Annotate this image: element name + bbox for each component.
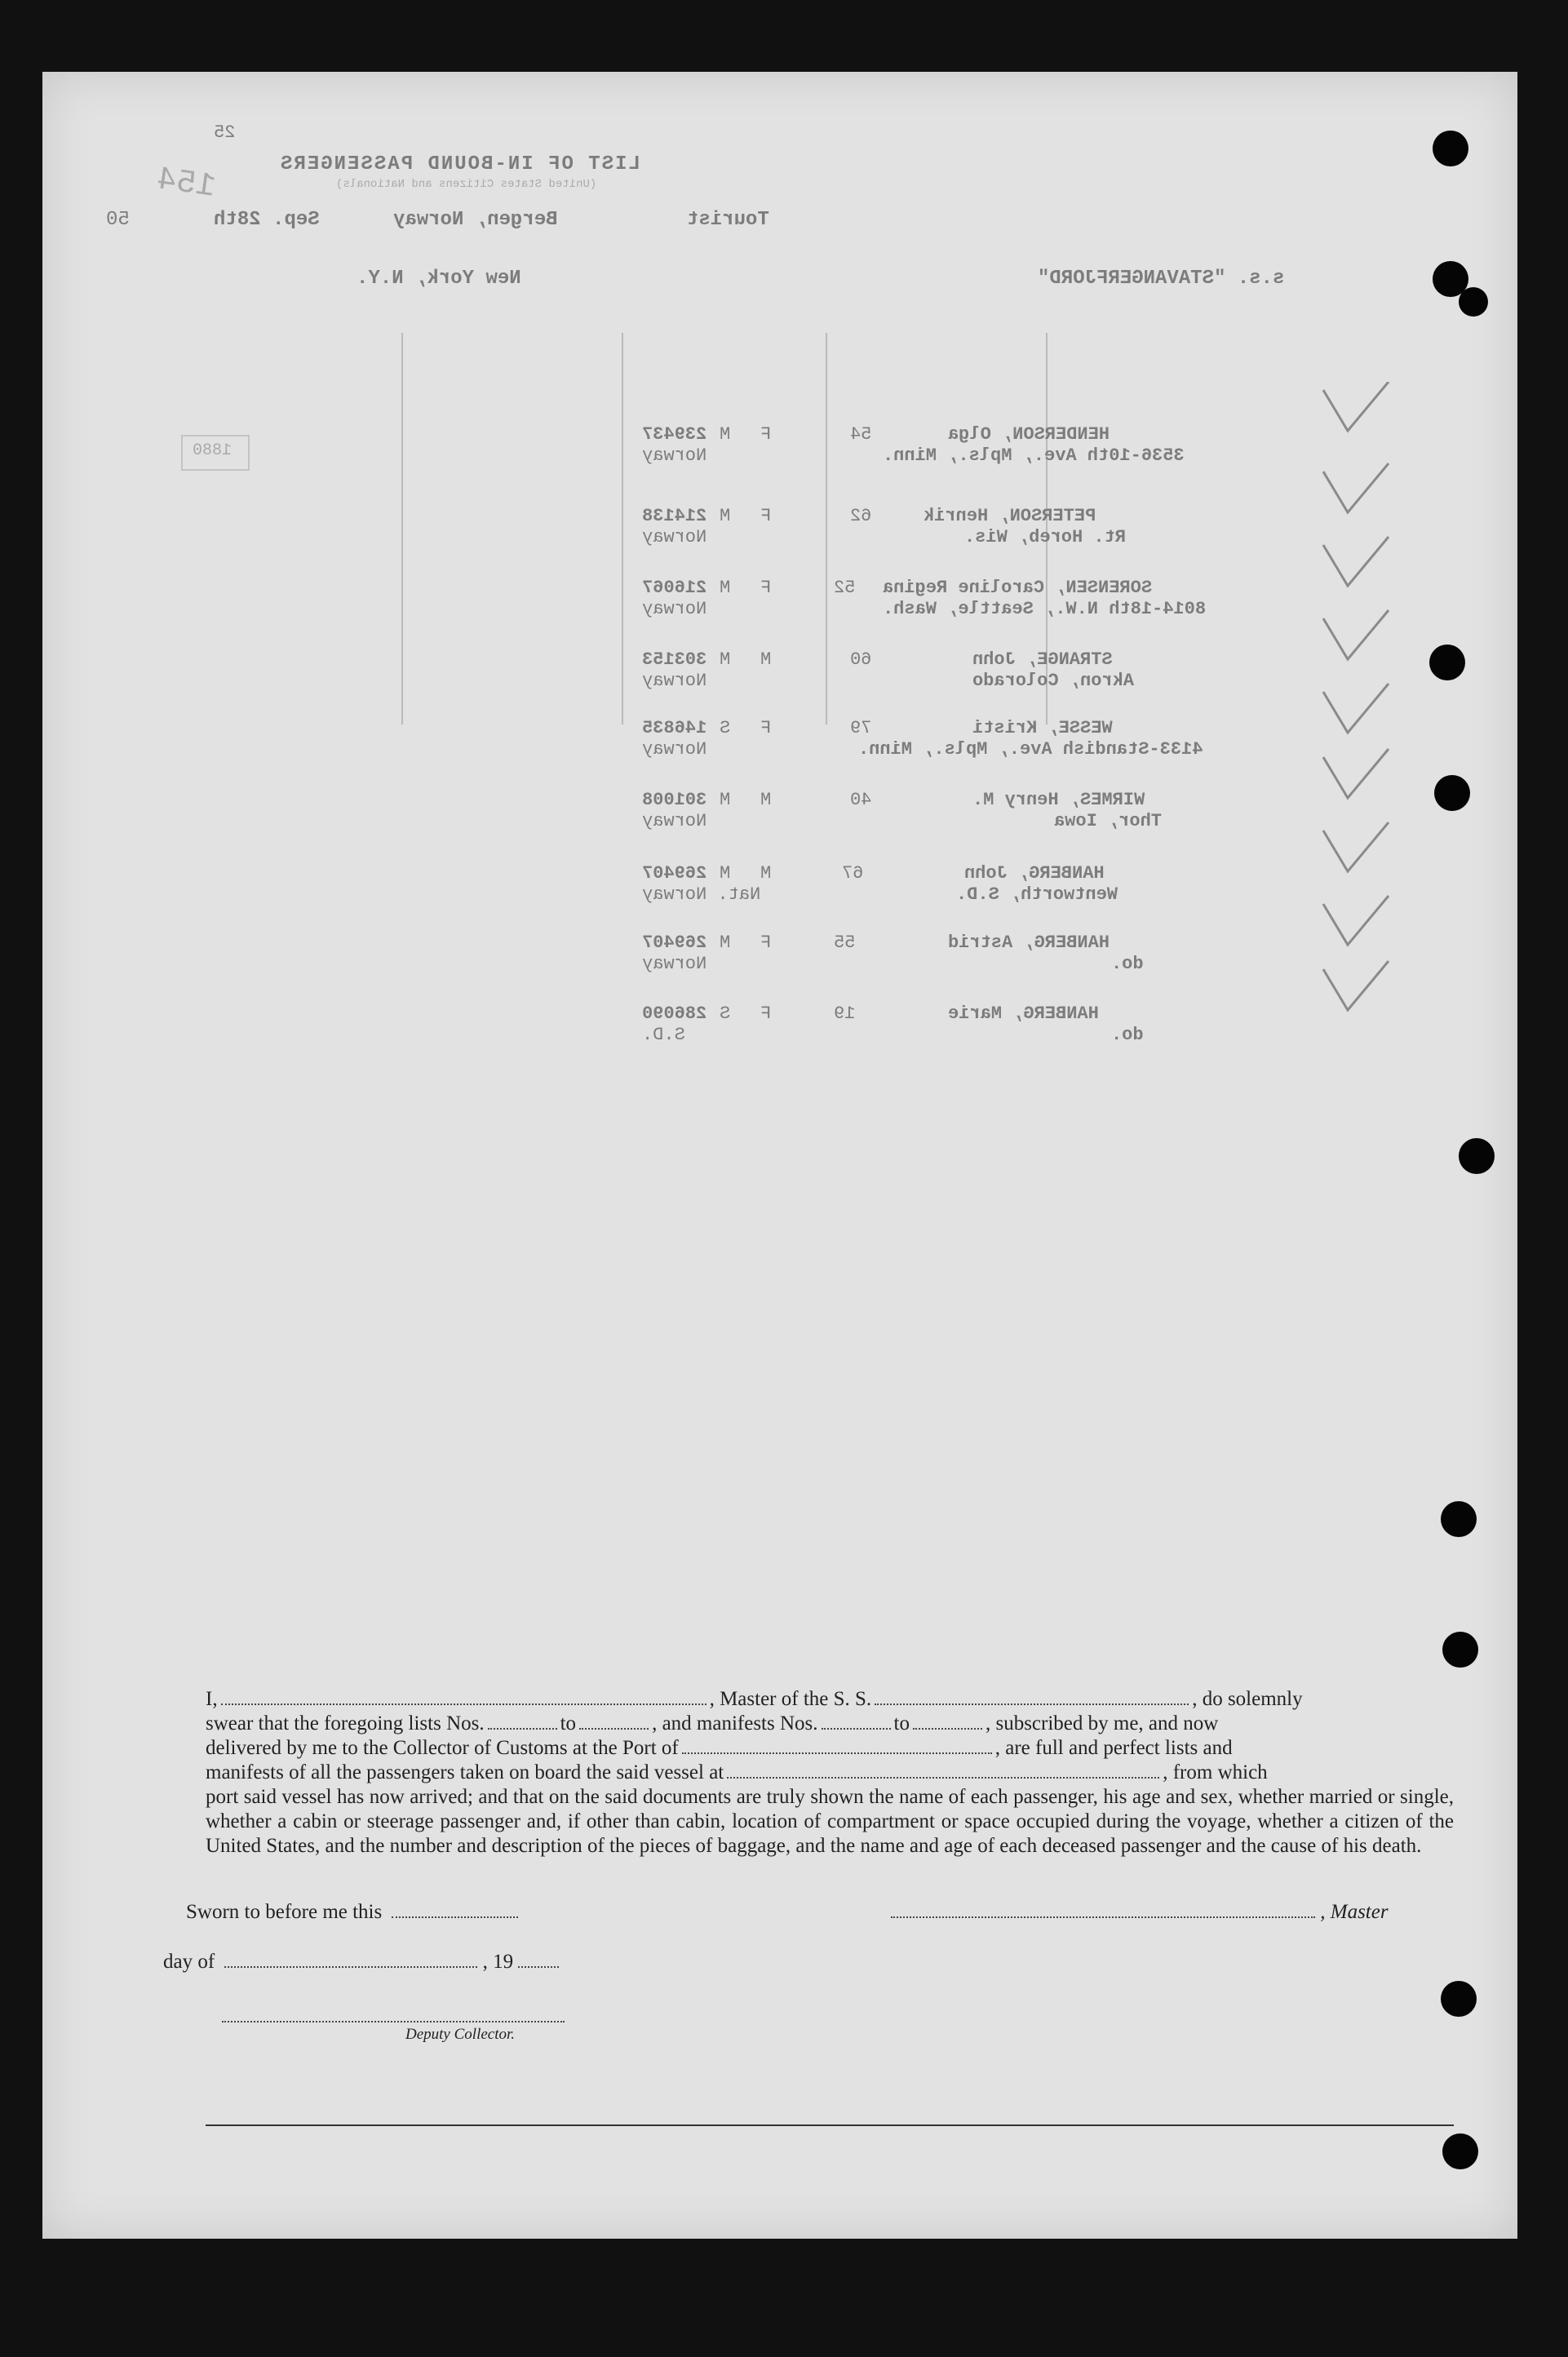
arriving-port: New York, N.Y. [357, 268, 521, 290]
oath-line3-a: delivered by me to the Collector of Customs at the Port of [206, 1737, 679, 1759]
master-signature-line [891, 1901, 1389, 1924]
passenger-age: 52 [834, 578, 856, 598]
punch-hole [1442, 1632, 1478, 1668]
passenger-age: 79 [850, 718, 872, 738]
passenger-age: 67 [842, 863, 864, 884]
list-from-field[interactable] [488, 1728, 557, 1730]
punch-hole [1429, 645, 1465, 680]
year-suffix: 50 [106, 209, 130, 231]
passenger-extra: Norway [642, 671, 707, 691]
passenger-name: WESSE, Kristi [972, 718, 1113, 738]
from-port: Bergen, Norway [393, 209, 558, 231]
oath-line1-c: , do solemnly [1192, 1688, 1303, 1710]
passenger-extra: Norway [642, 811, 707, 831]
list-subtitle: (United States Citizens and Nationals) [336, 178, 597, 191]
passenger-number: 146835 [642, 718, 707, 738]
passenger-number: 286090 [642, 1003, 707, 1024]
passenger-extra: Norway [642, 527, 707, 547]
master-label: , Master [1320, 1901, 1389, 1923]
passenger-extra: Norway [642, 445, 707, 466]
passenger-number: 214138 [642, 506, 707, 526]
oath-line2-c: , and manifests Nos. [652, 1712, 818, 1735]
manifest-to-field[interactable] [913, 1728, 982, 1730]
passenger-sex: M [760, 790, 772, 810]
sheet-mark: 154 [154, 162, 218, 206]
punch-hole [1459, 287, 1488, 317]
passenger-status: M [720, 424, 731, 445]
passenger-number: 303153 [642, 649, 707, 670]
passenger-number: 216067 [642, 578, 707, 598]
sailing-date: Sep. 28th [214, 209, 320, 231]
year-field[interactable] [518, 1966, 559, 1968]
vessel-name: s.s. "STAVANGERFJORD" [1038, 268, 1285, 290]
passenger-address: Thor, Iowa [1054, 811, 1163, 831]
deputy-signature-field[interactable] [222, 2021, 565, 2023]
punch-hole [1433, 131, 1468, 166]
passenger-status: M [720, 578, 731, 598]
passenger-number: 269407 [642, 863, 707, 884]
oath-paragraph [206, 1687, 1454, 1859]
passenger-name: STRANGE, John [972, 649, 1113, 670]
oath-line2-d: to [893, 1712, 910, 1735]
passenger-status: M [720, 649, 731, 670]
passenger-age: 62 [850, 506, 872, 526]
passenger-age: 19 [834, 1003, 856, 1024]
master-name-field[interactable] [221, 1704, 706, 1705]
oath-line1-a: I, [206, 1688, 218, 1710]
list-title: LIST OF IN-BOUND PASSENGERS [279, 153, 640, 175]
passenger-status: M [720, 506, 731, 526]
sworn-date-field[interactable] [392, 1916, 518, 1918]
passenger-name: HANBERG, Astrid [948, 933, 1110, 953]
passenger-sex: F [760, 506, 772, 526]
oath-line3-b: , are full and perfect lists and [994, 1737, 1233, 1759]
passenger-status: M [720, 933, 731, 953]
passenger-address: do. [1111, 954, 1144, 974]
column-divider [622, 333, 623, 724]
oath-line4-b: , from which [1163, 1761, 1268, 1783]
passenger-name: PETERSON, Henrik [924, 506, 1096, 526]
passenger-sex: F [760, 1003, 772, 1024]
manifest-from-field[interactable] [822, 1728, 891, 1730]
sworn-label: Sworn to before me this [186, 1901, 383, 1923]
passenger-age: 55 [834, 933, 856, 953]
passenger-sex: F [760, 578, 772, 598]
passenger-address: 4133-Standish Ave., Mpls., Minn. [858, 739, 1203, 760]
list-to-field[interactable] [579, 1728, 649, 1730]
deputy-line [222, 2005, 565, 2028]
passenger-status: M [720, 790, 731, 810]
passenger-address: Rt. Horeb, Wis. [964, 527, 1127, 547]
departure-port-field[interactable] [727, 1777, 1159, 1779]
passenger-address: 3536-10th Ave., Mpls., Minn. [883, 445, 1185, 466]
passenger-sex: F [760, 424, 772, 445]
passenger-address: do. [1111, 1025, 1144, 1045]
punch-hole [1434, 775, 1470, 811]
passenger-number: 269407 [642, 933, 707, 953]
passenger-extra: Nat. Norway [642, 884, 761, 905]
passenger-age: 54 [850, 424, 872, 445]
passenger-number: 301008 [642, 790, 707, 810]
oath-line4-a: manifests of all the passengers taken on board the said vessel at [206, 1761, 724, 1783]
passenger-status: S [720, 718, 731, 738]
manifest-page [42, 72, 1517, 2239]
passenger-age: 40 [850, 790, 872, 810]
year-label: , 19 [482, 1951, 514, 1973]
passenger-sex: M [760, 863, 772, 884]
check-marks [1315, 382, 1413, 1116]
month-field[interactable] [224, 1966, 477, 1968]
passenger-name: HANBERG, Marie [948, 1003, 1099, 1024]
passenger-name: HANBERG, John [964, 863, 1105, 884]
passenger-sex: F [760, 718, 772, 738]
oath-line2-a: swear that the foregoing lists Nos. [206, 1712, 485, 1735]
passenger-extra: Norway [642, 954, 707, 974]
passenger-sex: F [760, 933, 772, 953]
passenger-extra: S.D. [642, 1025, 685, 1045]
page-number: 25 [214, 122, 236, 143]
day-of-line [163, 1951, 559, 1974]
stamp-box [181, 435, 250, 471]
passenger-name: HENDERSON, Olga [948, 424, 1110, 445]
ship-name-field[interactable] [875, 1704, 1189, 1705]
passenger-extra: Norway [642, 599, 707, 619]
stamp-number: 1880 [193, 441, 233, 460]
column-divider [826, 333, 827, 724]
deputy-label: Deputy Collector. [405, 2026, 516, 2043]
oath-line2-b: to [560, 1712, 577, 1735]
passenger-number: 239437 [642, 424, 707, 445]
column-divider [401, 333, 403, 724]
oath-line2-e: , subscribed by me, and now [985, 1712, 1219, 1735]
passenger-name: SORENSEN, Caroline Regina [883, 578, 1153, 598]
class-label: Tourist [687, 209, 769, 231]
passenger-address: 8014-18th N.W., Seattle, Wash. [883, 599, 1207, 619]
punch-hole [1441, 1981, 1477, 2017]
passenger-status: S [720, 1003, 731, 1024]
passenger-address: Akron, Colorado [972, 671, 1135, 691]
punch-hole [1441, 1501, 1477, 1537]
passenger-status: M [720, 863, 731, 884]
port-field[interactable] [682, 1752, 992, 1754]
passenger-address: Wentworth, S.D. [956, 884, 1118, 905]
day-of-label: day of [163, 1951, 215, 1973]
bottom-rule [206, 2124, 1454, 2126]
punch-hole [1442, 2133, 1478, 2169]
passenger-name: WIRMES, Henry M. [972, 790, 1145, 810]
oath-line1-b: , Master of the S. S. [709, 1688, 872, 1710]
punch-hole [1459, 1138, 1495, 1174]
passenger-extra: Norway [642, 739, 707, 760]
oath-rest: port said vessel has now arrived; and that on the said documents are truly shown the name of each passenger, his age and sex, whether married or single, whether a cabin or steerage passenger and, if other than cabin, location of compartment or space occupied during the voyage, whether a citizen of the United States, and the number and description of the pieces of baggage, and the name and age of each deceased passenger and the cause of his death. [206, 1786, 1454, 1857]
passenger-sex: M [760, 649, 772, 670]
sworn-line [186, 1901, 518, 1924]
passenger-age: 60 [850, 649, 872, 670]
master-signature-field[interactable] [891, 1916, 1315, 1918]
